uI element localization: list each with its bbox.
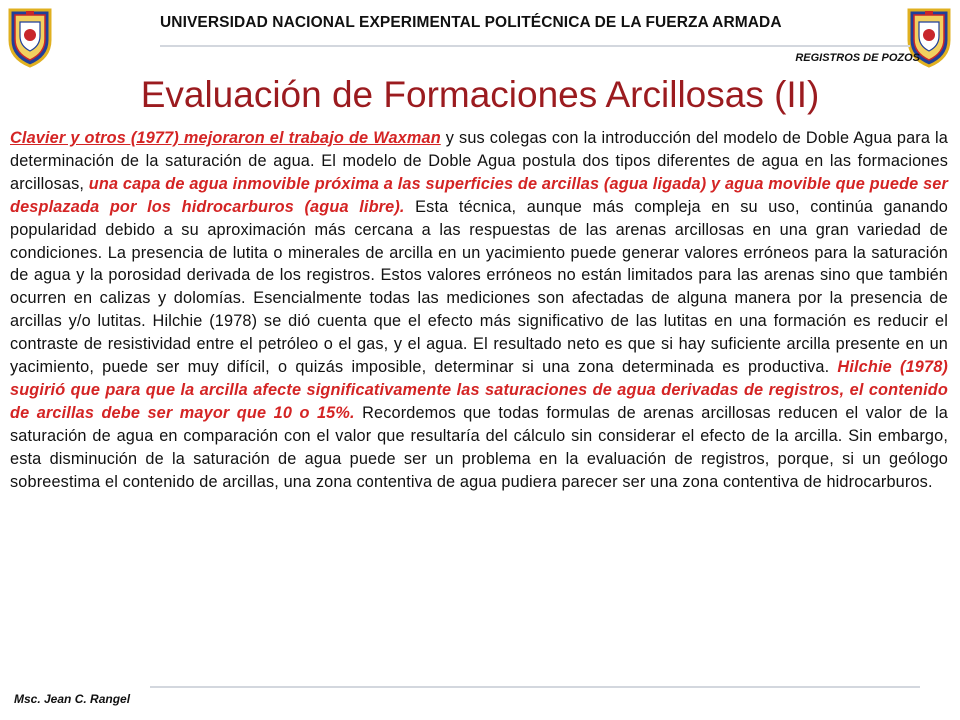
highlight-clavier: Clavier y otros (1977) mejoraron el trabajo de Waxman [10, 129, 441, 147]
author-name: Msc. Jean C. Rangel [14, 692, 131, 706]
body-paragraph [10, 127, 948, 494]
course-name: REGISTROS DE POZOS [795, 52, 920, 64]
body-text-2: Esta técnica, aunque más compleja en su uso, continúa ganando popularidad debido a su aproximación más cercana a las respuestas de las arenas arcillosas en una gran variedad de condiciones. La presencia de lutita o minerales de arcilla en un yacimiento puede generar valores erróneos para la saturación de agua y la porosidad derivada de los registros. Estos valores erróneos no están limitados para las arenas sino que también ocurren en calizas y dolomías. Esencialmente todas las mediciones son afectadas de alguna manera por la presencia de arcillas y/o lutitas. Hilchie (1978) se dió cuenta que el efecto más significativo de las lutitas en una formación es reducir el contraste de resistividad entre el petróleo o el gas, y el agua. El resultado neto es que si hay suficiente arcilla presente en un yacimiento, puede ser muy difícil, o quizás imposible, determinar si una zona determinada es productiva. [10, 197, 948, 377]
slide-title: Evaluación de Formaciones Arcillosas (II) [140, 74, 820, 115]
footer-divider [150, 686, 920, 688]
highlight-hilchie: Hilchie (1978) sugirió que para que la arcilla afecte significativamente las saturaciones de agua derivadas de registros, el contenido de arcillas debe ser mayor que 10 o 15%. [10, 358, 948, 422]
body-text-1: y sus colegas con la introducción del modelo de Doble Agua para la determinación de la saturación de agua. El modelo de Doble Agua postula dos tipos diferentes de agua en las formaciones arcillosas, [10, 129, 948, 193]
header-divider [160, 45, 910, 47]
highlight-double-water: una capa de agua inmovible próxima a las superficies de arcillas (agua ligada) y agua movible que puede ser desplazada por los hidrocarburos (agua libre). [10, 174, 948, 216]
university-crest-left-icon [6, 6, 54, 68]
body-text-3: Recordemos que todas formulas de arenas arcillosas reducen el valor de la saturación de agua en comparación con el valor que resultaría del cálculo sin considerar el efecto de la arcilla. Sin embargo, esta disminución de la saturación de agua puede ser un problema en la evaluación de registros, porque, si un geólogo sobreestima el contenido de arcillas, una zona contentiva de agua pudiera parecer ser una zona contentiva de hidrocarburos. [10, 403, 948, 491]
institution-name: UNIVERSIDAD NACIONAL EXPERIMENTAL POLITÉCNICA DE LA FUERZA ARMADA [160, 14, 782, 31]
